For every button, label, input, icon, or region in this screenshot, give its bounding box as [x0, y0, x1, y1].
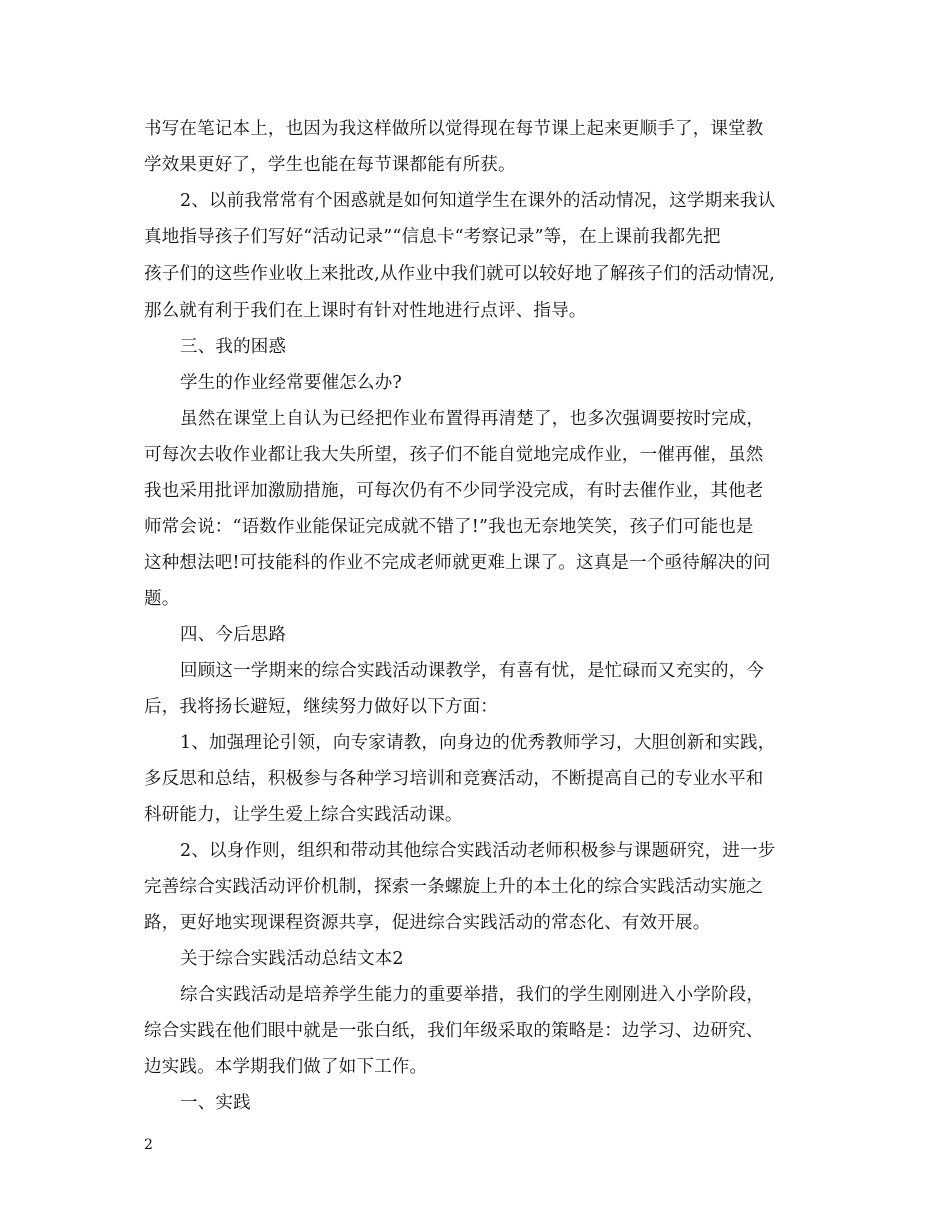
text-line: 学效果更好了，学生也能在每节课都能有所获。: [144, 155, 516, 175]
text-line: 综合实践在他们眼中就是一张白纸，我们年级采取的策略是：边学习、边研究、: [144, 1021, 764, 1041]
text-line: 2、以身作则，组织和带动其他综合实践活动老师积极参与课题研究，进一步: [180, 841, 776, 861]
section-heading: 四、今后思路: [180, 625, 287, 645]
text-line: 多反思和总结，积极参与各种学习培训和竞赛活动，不断提高自己的专业水平和: [144, 769, 764, 789]
page-number: 2: [144, 1137, 153, 1153]
text-line: 综合实践活动是培养学生能力的重要举措，我们的学生刚刚进入小学阶段，: [180, 985, 765, 1005]
text-line: 师常会说：“语数作业能保证完成就不错了!”我也无奈地笑笑，孩子们可能也是: [144, 517, 754, 537]
text-line: 虽然在课堂上自认为已经把作业布置得再清楚了，也多次强调要按时完成，: [180, 409, 765, 429]
text-line: 可每次去收作业都让我大失所望，孩子们不能自觉地完成作业，一催再催，虽然: [144, 445, 764, 465]
text-line: 回顾这一学期来的综合实践活动课教学，有喜有忧，是忙碌而又充实的，今: [180, 661, 765, 681]
text-line: 这种想法吧!可技能科的作业不完成老师就更难上课了。这真是一个亟待解决的问: [144, 553, 771, 573]
text-line: 边实践。本学期我们做了如下工作。: [144, 1057, 428, 1077]
text-line: 我也采用批评加激励措施，可每次仍有不少同学没完成，有时去催作业，其他老: [144, 481, 764, 501]
text-line: 书写在笔记本上，也因为我这样做所以觉得现在每节课上起来更顺手了，课堂教: [144, 119, 764, 139]
text-line: 1、加强理论引领，向专家请教，向身边的优秀教师学习，大胆创新和实践，: [180, 733, 776, 753]
text-line: 真地指导孩子们写好“活动记录”“信息卡“考察记录”等，在上课前我都先把: [144, 227, 721, 247]
text-line: 2、以前我常常有个困惑就是如何知道学生在课外的活动情况，这学期来我认: [180, 191, 776, 211]
text-line: 题。: [144, 589, 180, 609]
text-line: 学生的作业经常要催怎么办?: [180, 373, 402, 393]
text-line: 科研能力，让学生爱上综合实践活动课。: [144, 805, 463, 825]
section-heading: 一、实践: [180, 1093, 251, 1113]
text-line: 那么就有利于我们在上课时有针对性地进行点评、指导。: [144, 301, 587, 321]
text-line: 路，更好地实现课程资源共享，促进综合实践活动的常态化、有效开展。: [144, 913, 711, 933]
section-heading: 三、我的困惑: [180, 337, 287, 357]
text-line: 后，我将扬长避短，继续努力做好以下方面：: [144, 697, 498, 717]
text-line: 完善综合实践活动评价机制，探索一条螺旋上升的本土化的综合实践活动实施之: [144, 877, 764, 897]
text-line: 孩子们的这些作业收上来批改,从作业中我们就可以较好地了解孩子们的活动情况,: [144, 264, 776, 284]
document-subtitle: 关于综合实践活动总结文本2: [180, 949, 404, 969]
